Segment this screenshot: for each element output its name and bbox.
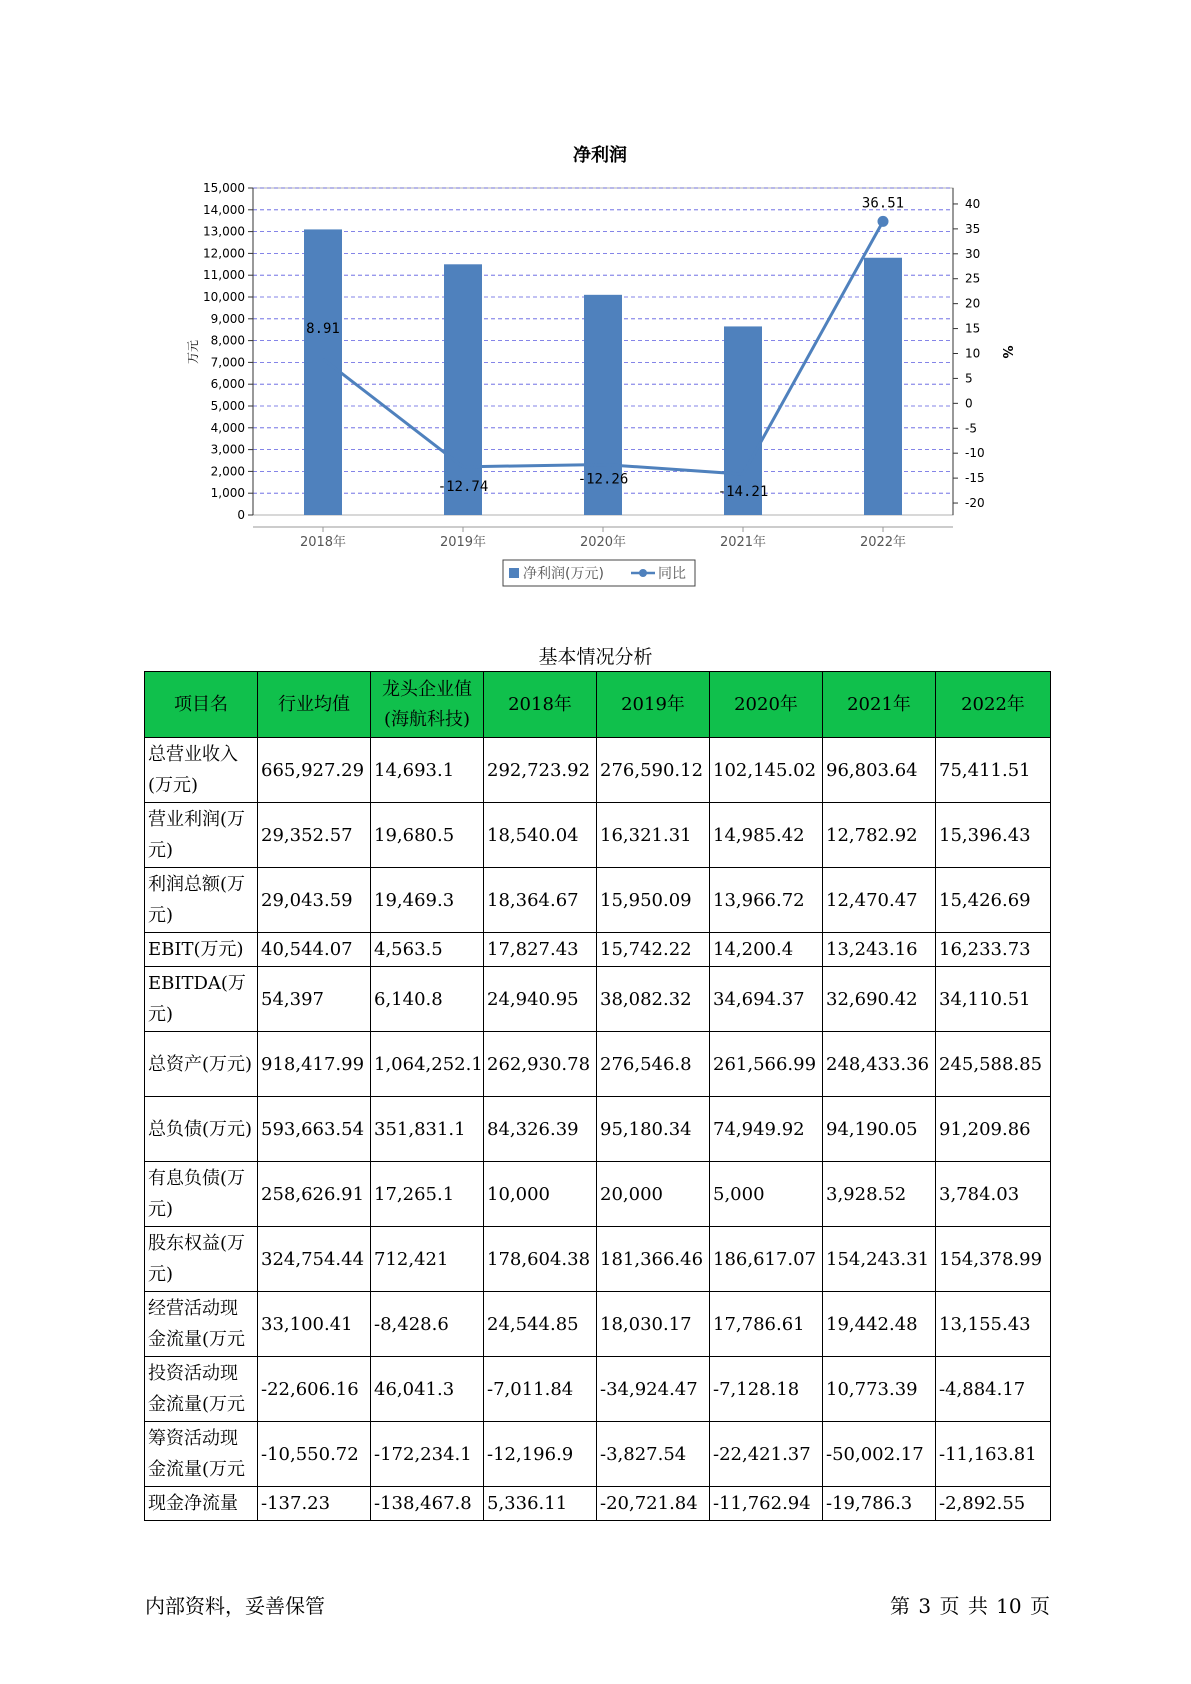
value-cell: -7,128.18 — [710, 1357, 823, 1422]
value-cell: 12,782.92 — [823, 803, 936, 868]
basic-analysis-table — [144, 671, 1051, 1521]
x-tick-label: 2021年 — [719, 535, 767, 550]
value-cell: -19,786.3 — [823, 1487, 936, 1521]
value-cell: 18,364.67 — [484, 868, 597, 933]
data-label: -12.74 — [437, 478, 489, 495]
value-cell: 75,411.51 — [936, 738, 1051, 803]
value-cell: -22,606.16 — [258, 1357, 371, 1422]
value-cell: -137.23 — [258, 1487, 371, 1521]
table-row — [145, 1032, 1051, 1097]
bar — [444, 264, 482, 515]
legend-line-label: 同比 — [658, 566, 686, 582]
header-cell: 2019年 — [597, 672, 710, 738]
left-tick-label: 12,000 — [203, 246, 245, 261]
value-cell: 95,180.34 — [597, 1097, 710, 1162]
value-cell: -172,234.1 — [371, 1422, 484, 1487]
row-label-cell: 股东权益(万元) — [145, 1227, 258, 1292]
value-cell: 245,588.85 — [936, 1032, 1051, 1097]
header-cell: 行业均值 — [258, 672, 371, 738]
value-cell: 19,442.48 — [823, 1292, 936, 1357]
value-cell: 14,200.4 — [710, 933, 823, 967]
value-cell: 1,064,252.1 — [371, 1032, 484, 1097]
value-cell: 15,396.43 — [936, 803, 1051, 868]
value-cell: 19,469.3 — [371, 868, 484, 933]
right-tick-label: 20 — [965, 296, 981, 311]
value-cell: -7,011.84 — [484, 1357, 597, 1422]
value-cell: 17,786.61 — [710, 1292, 823, 1357]
bar — [864, 258, 902, 515]
value-cell: 248,433.36 — [823, 1032, 936, 1097]
value-cell: 5,336.11 — [484, 1487, 597, 1521]
left-tick-label: 5,000 — [210, 399, 245, 413]
value-cell: -11,762.94 — [710, 1487, 823, 1521]
value-cell: 918,417.99 — [258, 1032, 371, 1097]
table-row — [145, 1097, 1051, 1162]
left-tick-label: 4,000 — [210, 420, 245, 435]
table-row — [145, 1357, 1051, 1422]
value-cell: 593,663.54 — [258, 1097, 371, 1162]
table-row — [145, 868, 1051, 933]
data-label: -14.21 — [717, 484, 769, 501]
table-row — [145, 738, 1051, 803]
value-cell: 4,563.5 — [371, 933, 484, 967]
left-tick-label: 13,000 — [203, 224, 245, 239]
value-cell: -12,196.9 — [484, 1422, 597, 1487]
row-label-cell: 投资活动现金流量(万元 — [145, 1357, 258, 1422]
value-cell: 74,949.92 — [710, 1097, 823, 1162]
left-tick-label: 9,000 — [210, 311, 245, 326]
row-label-cell: 现金净流量 — [145, 1487, 258, 1521]
value-cell: 91,209.86 — [936, 1097, 1051, 1162]
value-cell: 186,617.07 — [710, 1227, 823, 1292]
right-tick-label: 5 — [965, 371, 973, 386]
value-cell: 10,000 — [484, 1162, 597, 1227]
legend-line-marker — [639, 569, 647, 577]
header-cell: 2020年 — [710, 672, 823, 738]
value-cell: 33,100.41 — [258, 1292, 371, 1357]
table-row — [145, 1292, 1051, 1357]
value-cell: 19,680.5 — [371, 803, 484, 868]
row-label-cell: EBITDA(万元) — [145, 967, 258, 1032]
value-cell: 351,831.1 — [371, 1097, 484, 1162]
value-cell: 258,626.91 — [258, 1162, 371, 1227]
value-cell: 18,030.17 — [597, 1292, 710, 1357]
right-tick-label: 30 — [965, 246, 981, 261]
table-row — [145, 933, 1051, 967]
value-cell: 16,233.73 — [936, 933, 1051, 967]
value-cell: 94,190.05 — [823, 1097, 936, 1162]
left-tick-label: 14,000 — [203, 202, 245, 217]
header-cell: 龙头企业值(海航科技) — [371, 672, 484, 738]
x-tick-label: 2019年 — [439, 535, 487, 550]
value-cell: 32,690.42 — [823, 967, 936, 1032]
left-tick-label: 2,000 — [210, 464, 245, 479]
right-tick-label: -20 — [965, 496, 985, 511]
value-cell: 665,927.29 — [258, 738, 371, 803]
row-label-cell: 经营活动现金流量(万元 — [145, 1292, 258, 1357]
legend-bar-label: 净利润(万元) — [523, 566, 604, 582]
table-row — [145, 1487, 1051, 1521]
header-cell: 2021年 — [823, 672, 936, 738]
value-cell: 24,544.85 — [484, 1292, 597, 1357]
right-tick-label: -10 — [965, 446, 985, 461]
row-label-cell: 利润总额(万元) — [145, 868, 258, 933]
value-cell: 6,140.8 — [371, 967, 484, 1032]
right-tick-label: -5 — [965, 421, 977, 436]
data-label: 8.91 — [306, 320, 340, 337]
x-tick-label: 2022年 — [859, 535, 907, 550]
value-cell: 84,326.39 — [484, 1097, 597, 1162]
left-tick-label: 0 — [237, 508, 245, 522]
value-cell: 154,243.31 — [823, 1227, 936, 1292]
row-label-cell: 总负债(万元) — [145, 1097, 258, 1162]
value-cell: 38,082.32 — [597, 967, 710, 1032]
net-profit-chart — [0, 0, 1191, 600]
value-cell: 17,827.43 — [484, 933, 597, 967]
data-label: 36.51 — [861, 195, 905, 212]
left-tick-label: 6,000 — [210, 377, 245, 392]
left-tick-label: 15,000 — [203, 181, 245, 195]
value-cell: -11,163.81 — [936, 1422, 1051, 1487]
left-axis-label: 万元 — [186, 339, 200, 365]
value-cell: 96,803.64 — [823, 738, 936, 803]
value-cell: 13,243.16 — [823, 933, 936, 967]
left-tick-label: 3,000 — [210, 442, 245, 457]
row-label-cell: EBIT(万元) — [145, 933, 258, 967]
value-cell: -138,467.8 — [371, 1487, 484, 1521]
right-tick-label: 35 — [965, 221, 981, 236]
legend-bar-swatch — [509, 568, 519, 578]
value-cell: 262,930.78 — [484, 1032, 597, 1097]
value-cell: -2,892.55 — [936, 1487, 1051, 1521]
value-cell: 3,928.52 — [823, 1162, 936, 1227]
right-tick-label: 25 — [965, 271, 981, 286]
value-cell: -4,884.17 — [936, 1357, 1051, 1422]
right-tick-label: 0 — [965, 396, 973, 411]
value-cell: 3,784.03 — [936, 1162, 1051, 1227]
value-cell: -10,550.72 — [258, 1422, 371, 1487]
value-cell: 24,940.95 — [484, 967, 597, 1032]
row-label-cell: 有息负债(万元) — [145, 1162, 258, 1227]
table-row — [145, 803, 1051, 868]
value-cell: 5,000 — [710, 1162, 823, 1227]
value-cell: 18,540.04 — [484, 803, 597, 868]
value-cell: -50,002.17 — [823, 1422, 936, 1487]
row-label-cell: 营业利润(万元) — [145, 803, 258, 868]
value-cell: 54,397 — [258, 967, 371, 1032]
value-cell: -3,827.54 — [597, 1422, 710, 1487]
value-cell: 154,378.99 — [936, 1227, 1051, 1292]
left-tick-label: 11,000 — [203, 268, 245, 283]
value-cell: 17,265.1 — [371, 1162, 484, 1227]
value-cell: 46,041.3 — [371, 1357, 484, 1422]
footer-page-number: 第 3 页 共 10 页 — [890, 1594, 1050, 1618]
value-cell: 13,155.43 — [936, 1292, 1051, 1357]
table-row — [145, 1422, 1051, 1487]
value-cell: 14,693.1 — [371, 738, 484, 803]
footer-confidential-note: 内部资料，妥善保管 — [145, 1594, 325, 1618]
value-cell: 15,742.22 — [597, 933, 710, 967]
value-cell: 102,145.02 — [710, 738, 823, 803]
value-cell: 178,604.38 — [484, 1227, 597, 1292]
table-row — [145, 1227, 1051, 1292]
header-cell: 2018年 — [484, 672, 597, 738]
value-cell: 712,421 — [371, 1227, 484, 1292]
right-tick-label: 40 — [965, 196, 981, 211]
value-cell: 261,566.99 — [710, 1032, 823, 1097]
left-tick-label: 1,000 — [210, 486, 245, 501]
header-cell: 2022年 — [936, 672, 1051, 738]
row-label-cell: 总营业收入(万元) — [145, 738, 258, 803]
value-cell: -8,428.6 — [371, 1292, 484, 1357]
table-row — [145, 1162, 1051, 1227]
table-header-row — [145, 672, 1051, 738]
right-tick-label: -15 — [965, 471, 985, 486]
value-cell: 29,352.57 — [258, 803, 371, 868]
x-tick-label: 2020年 — [579, 535, 627, 550]
table-caption: 基本情况分析 — [538, 646, 653, 668]
value-cell: 276,546.8 — [597, 1032, 710, 1097]
data-label: -12.26 — [577, 471, 629, 488]
right-tick-label: 10 — [965, 346, 981, 361]
value-cell: 34,110.51 — [936, 967, 1051, 1032]
value-cell: 15,950.09 — [597, 868, 710, 933]
table-row — [145, 967, 1051, 1032]
x-tick-label: 2018年 — [299, 535, 347, 550]
value-cell: -34,924.47 — [597, 1357, 710, 1422]
yoy-point — [878, 216, 889, 227]
value-cell: 276,590.12 — [597, 738, 710, 803]
bar — [304, 229, 342, 515]
value-cell: 12,470.47 — [823, 868, 936, 933]
value-cell: 181,366.46 — [597, 1227, 710, 1292]
right-tick-label: 15 — [965, 321, 981, 336]
left-tick-label: 7,000 — [210, 355, 245, 370]
row-label-cell: 筹资活动现金流量(万元 — [145, 1422, 258, 1487]
value-cell: 29,043.59 — [258, 868, 371, 933]
value-cell: 34,694.37 — [710, 967, 823, 1032]
value-cell: 20,000 — [597, 1162, 710, 1227]
value-cell: 14,985.42 — [710, 803, 823, 868]
left-tick-label: 8,000 — [210, 333, 245, 348]
right-axis-label: % — [999, 345, 1014, 359]
left-tick-label: 10,000 — [203, 290, 245, 304]
value-cell: 16,321.31 — [597, 803, 710, 868]
row-label-cell: 总资产(万元) — [145, 1032, 258, 1097]
value-cell: -22,421.37 — [710, 1422, 823, 1487]
value-cell: -20,721.84 — [597, 1487, 710, 1521]
value-cell: 40,544.07 — [258, 933, 371, 967]
value-cell: 13,966.72 — [710, 868, 823, 933]
value-cell: 324,754.44 — [258, 1227, 371, 1292]
chart-title: 净利润 — [573, 145, 627, 166]
value-cell: 15,426.69 — [936, 868, 1051, 933]
header-cell: 项目名 — [145, 672, 258, 738]
value-cell: 10,773.39 — [823, 1357, 936, 1422]
value-cell: 292,723.92 — [484, 738, 597, 803]
